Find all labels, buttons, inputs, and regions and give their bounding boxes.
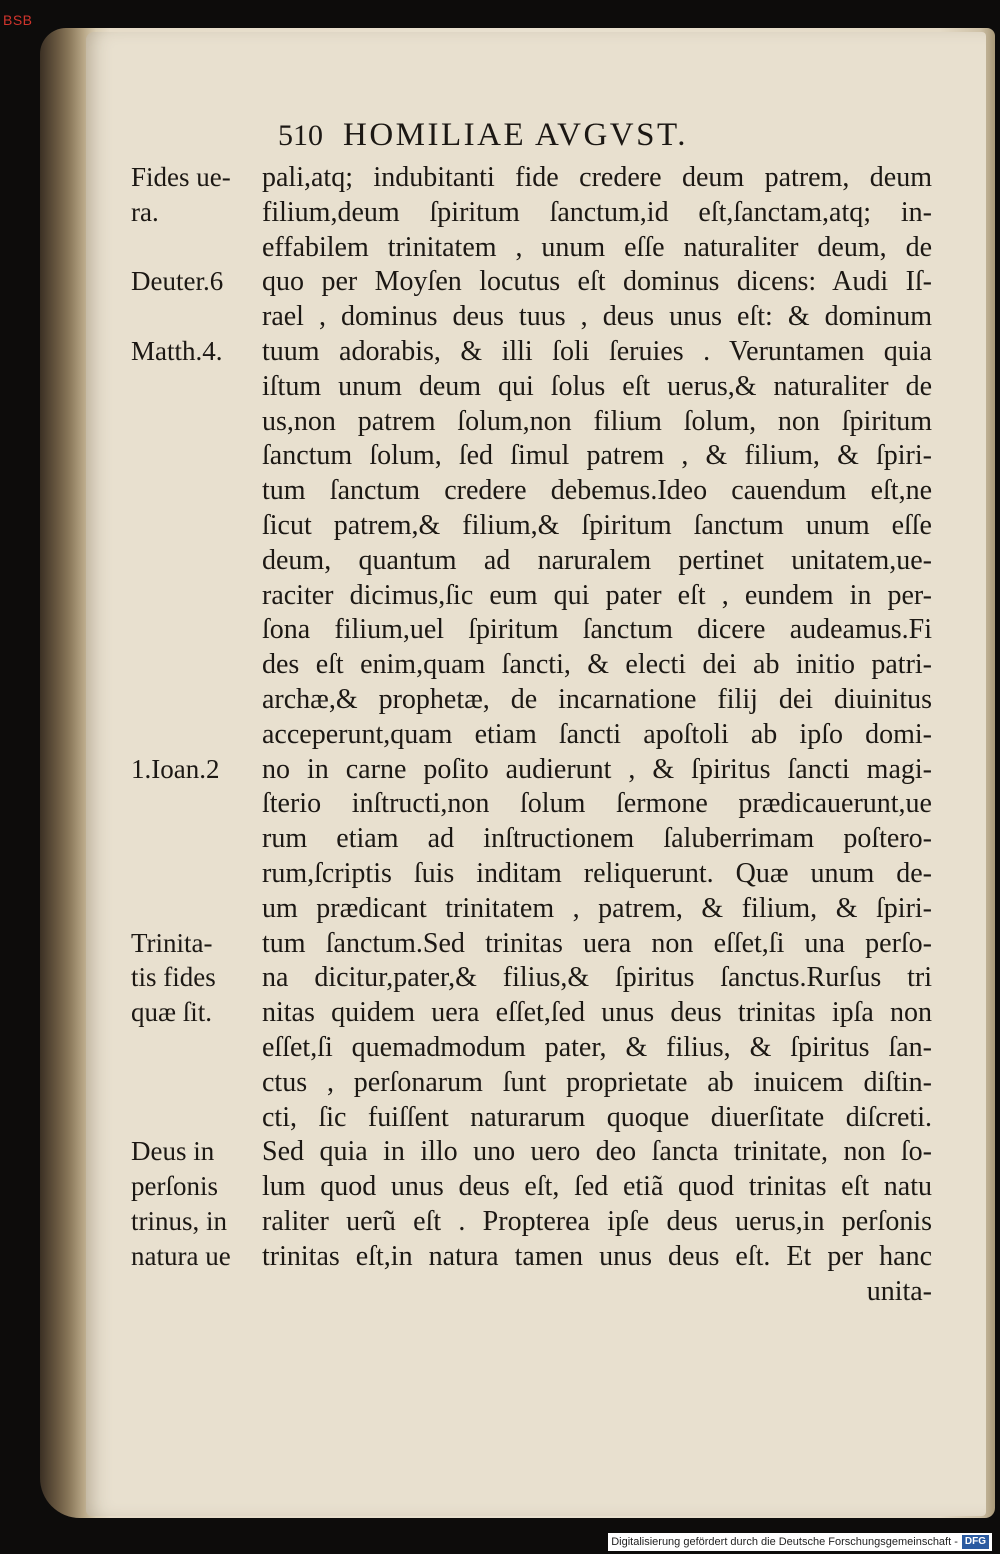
text-line: pali,atq; indubitanti fide credere deum patrem, deum (262, 162, 932, 193)
margin-note: tis fides (131, 962, 216, 993)
text-line: rael , dominus deus tuus , deus unus eſt: & dominum (262, 301, 932, 333)
text-line: deum, quantum ad naruralem pertinet unitatem,ue- (262, 544, 932, 576)
text-line: filium,deum ſpiritum ſanctum,id eſt,ſanctam,atq; in- (262, 196, 932, 228)
text-line: iſtum unum deum qui ſolus eſt uerus,& naturaliter de (262, 370, 932, 402)
text-line: nitas quidem uera eſſet,ſed unus deus trinitas ipſa non (262, 997, 932, 1029)
text-line: tum ſanctum.Sed trinitas uera non eſſet,ſi una perſo- (262, 927, 932, 959)
margin-note: natura ue (131, 1240, 231, 1271)
text-line: ſanctum ſolum, ſed ſimul patrem , & filium, & ſpiri- (262, 440, 932, 472)
margin-note: Matth.4. (131, 336, 223, 366)
text-line: cti, ſic fuiſſent naturarum quoque diuerſitate diſcreti. (262, 1101, 932, 1133)
text-line: raciter dicimus,ſic eum qui pater eſt , eundem in per- (262, 579, 932, 611)
text-line: archæ,& prophetæ, de incarnatione filij dei diuinitus (262, 684, 932, 715)
margin-note: trinus, in (131, 1206, 228, 1236)
text-line: des eſt enim,quam ſancti, & electi dei ab initio patri- (262, 649, 932, 681)
margin-note: 1.Ioan.2 (131, 753, 220, 784)
footer-credit (608, 1533, 992, 1551)
text-line: ctus , perſonarum ſunt proprietate ab inuicem diſtin- (262, 1066, 932, 1098)
bsb-logo: BSB (3, 12, 33, 28)
text-line: rum etiam ad inſtructionem ſaluberrimam poſtero- (262, 823, 932, 855)
text-line: ſicut patrem,& filium,& ſpiritum ſanctum unum eſſe (262, 510, 932, 541)
text-line: quo per Moyſen locutus eſt dominus dicens: Audi Iſ- (262, 266, 932, 298)
margin-note: ra. (131, 196, 159, 227)
text-line: ſterio inſtructi,non ſolum ſermone prædicauerunt,ue (262, 788, 932, 820)
text-line: tum ſanctum credere debemus.Ideo cauendum eſt,ne (262, 475, 932, 507)
margin-note: Deuter.6 (131, 266, 224, 297)
running-head: HOMILIAE AVGVST. (343, 117, 688, 153)
margin-note: Trinita- (131, 927, 213, 958)
text-line: Sed quia in illo uno uero deo ſancta trinitate, non ſo- (262, 1136, 932, 1168)
text-line: tuum adorabis, & illi ſoli ſeruies . Veruntamen quia (262, 336, 932, 367)
margin-note: Deus in (131, 1136, 215, 1167)
text-line: trinitas eſt,in natura tamen unus deus eſt. Et per hanc (262, 1240, 932, 1272)
dfg-logo: DFG (962, 1535, 989, 1549)
text-line: eſſet,ſi quemadmodum pater, & filius, & ſpiritus ſan- (262, 1032, 932, 1063)
page-header (278, 117, 838, 157)
page-number: 510 (278, 119, 323, 152)
margin-note: perſonis (131, 1171, 218, 1202)
footer-text: Digitalisierung gefördert durch die Deutsche Forschungsgemeinschaft - (611, 1536, 958, 1548)
text-line: us,non patrem ſolum,non filium ſolum, non ſpiritum (262, 405, 932, 437)
text-line: acceperunt,quam etiam ſancti apoſtoli ab ipſo domi- (262, 718, 932, 750)
margin-note: Fides ue- (131, 162, 231, 192)
text-line: raliter uerũ eſt . Propterea ipſe deus uerus,in perſonis (262, 1206, 932, 1237)
text-line: no in carne poſito audierunt , & ſpiritus ſancti magi- (262, 753, 932, 785)
text-line: effabilem trinitatem , unum eſſe naturaliter deum, de (262, 231, 932, 263)
text-line: rum,ſcriptis ſuis inditam reliquerunt. Quæ unum de- (262, 858, 932, 889)
catchword: unita- (866, 1275, 932, 1307)
text-line: na dicitur,pater,& filius,& ſpiritus ſanctus.Rurſus tri (262, 962, 932, 994)
text-line: ſona filium,uel ſpiritum ſanctum dicere audeamus.Fi (262, 614, 932, 646)
text-line: um prædicant trinitatem , patrem, & filium, & ſpiri- (262, 892, 932, 924)
margin-note: quæ ſit. (131, 997, 213, 1028)
text-line: lum quod unus deus eſt, ſed etiã quod trinitas eſt natu (262, 1171, 932, 1203)
